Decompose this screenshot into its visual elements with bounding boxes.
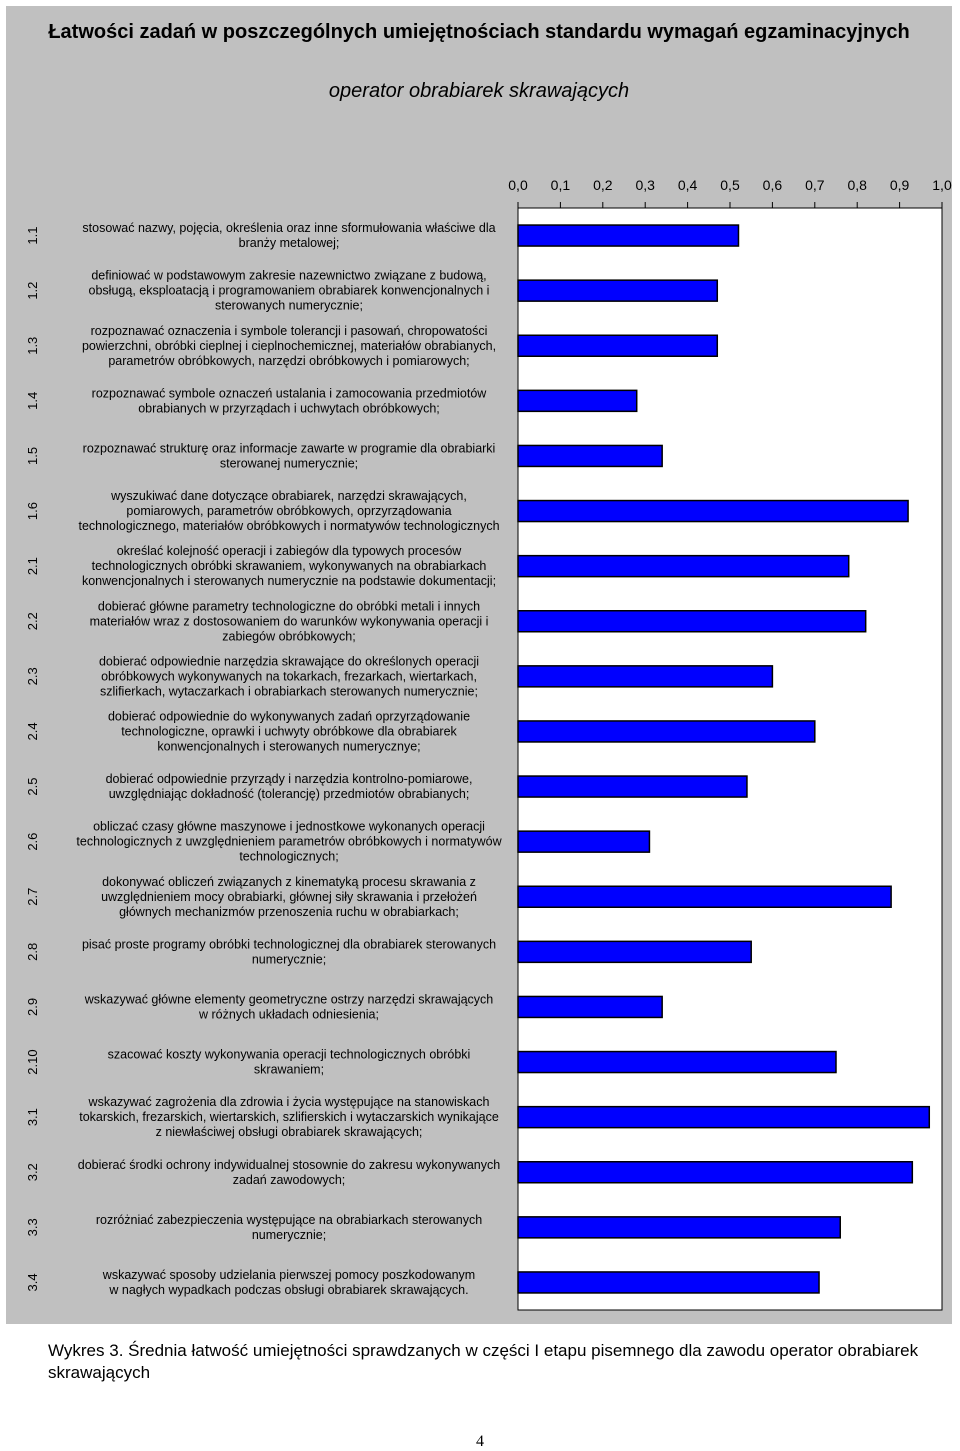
bar bbox=[518, 1162, 912, 1183]
x-tick-label: 0,2 bbox=[593, 177, 613, 193]
bar bbox=[518, 996, 662, 1017]
category-description-line: wskazywać główne elementy geometryczne ostrzy narzędzi skrawających bbox=[84, 992, 494, 1007]
bar bbox=[518, 280, 717, 301]
bar bbox=[518, 721, 815, 742]
category-code-label: 2.8 bbox=[25, 942, 40, 961]
x-tick-label: 0,5 bbox=[720, 177, 740, 193]
category-description-line: technologicznego, materiałów obróbkowych i normatywów technologicznych bbox=[78, 519, 500, 534]
category-description-line: rozpoznawać symbole oznaczeń ustalania i zamocowania przedmiotów bbox=[91, 386, 487, 401]
bar bbox=[518, 1217, 840, 1238]
bar bbox=[518, 556, 849, 577]
category-description-line: szacować koszty wykonywania operacji technologicznych obróbki bbox=[107, 1047, 471, 1062]
category-description-line: rozpoznawać oznaczenia i symbole tolerancji i pasowań, chropowatości bbox=[90, 323, 488, 338]
category-description-line: sterowanej numerycznie; bbox=[219, 456, 359, 471]
category-description-line: parametrów obróbkowych, narzędzi obróbkowych i pomiarowych; bbox=[108, 353, 470, 368]
figure-caption: Wykres 3. Średnia łatwość umiejętności sprawdzanych w części I etapu pisemnego dla zawodu operator obrabiarek skrawających bbox=[48, 1341, 919, 1382]
category-description-line: skrawaniem; bbox=[253, 1062, 325, 1077]
x-tick-label: 0,1 bbox=[550, 177, 571, 193]
category-description-line: obsługą, eksploatacją i programowaniem obrabiarek konwencjonalnych i bbox=[88, 283, 490, 298]
category-description-line: wskazywać sposoby udzielania pierwszej pomocy poszkodowanym bbox=[102, 1267, 476, 1282]
chart-title: Łatwości zadań w poszczególnych umiejętnościach standardu wymagań egzaminacyjnych bbox=[48, 21, 910, 43]
category-code-label: 2.7 bbox=[25, 887, 40, 906]
bar bbox=[518, 445, 662, 466]
category-description-line: technologiczne, oprawki i uchwyty obróbkowe dla obrabiarek bbox=[121, 724, 457, 739]
bar bbox=[518, 611, 866, 632]
category-description-line: z niewłaściwej obsługi obrabiarek skrawających; bbox=[155, 1125, 423, 1140]
category-code-label: 1.6 bbox=[25, 502, 40, 521]
category-description-line: konwencjonalnych i sterowanych numerycznie na podstawie dokumentacji; bbox=[81, 574, 497, 589]
category-code-label: 2.6 bbox=[25, 832, 40, 851]
category-description-line: określać kolejność operacji i zabiegów dla typowych procesów bbox=[116, 544, 462, 559]
bar bbox=[518, 886, 891, 907]
bar bbox=[518, 390, 637, 411]
bar bbox=[518, 1272, 819, 1293]
x-tick-label: 0,7 bbox=[805, 177, 825, 193]
category-description-line: głównych mechanizmów przenoszenia ruchu w obrabiarkach; bbox=[119, 904, 459, 919]
category-description-line: w różnych układach odniesienia; bbox=[199, 1007, 379, 1022]
category-code-label: 2.4 bbox=[25, 722, 40, 741]
category-description-line: dobierać odpowiednie narzędzia skrawające do określonych operacji bbox=[98, 654, 480, 669]
category-description-line: rozróżniać zabezpieczenia występujące na obrabiarkach sterowanych bbox=[95, 1212, 483, 1227]
category-description-line: obróbkowych wykonywanych na tokarkach, frezarkach, wiertarkach, bbox=[101, 669, 477, 684]
category-code-label: 1.1 bbox=[25, 226, 40, 245]
category-labels bbox=[25, 221, 503, 1297]
chart-frame bbox=[6, 6, 952, 1324]
category-description-line: uwzględniając dokładność (tolerancję) przedmiotów obrabianych; bbox=[108, 787, 470, 802]
category-description-line: obliczać czasy główne maszynowe i jednostkowe wykonanych operacji bbox=[93, 819, 485, 834]
category-code-label: 3.1 bbox=[25, 1108, 40, 1127]
category-code-label: 3.3 bbox=[25, 1218, 40, 1237]
category-code-label: 1.4 bbox=[25, 391, 40, 410]
category-description-line: dobierać odpowiednie przyrządy i narzędzia kontrolno-pomiarowe, bbox=[105, 772, 473, 787]
category-description-line: dobierać odpowiednie do wykonywanych zadań oprzyrządowanie bbox=[107, 709, 471, 724]
category-description-line: obrabianych w przyrządach i uchwytach obróbkowych; bbox=[138, 401, 440, 416]
bar bbox=[518, 831, 649, 852]
bar bbox=[518, 941, 751, 962]
x-tick-label: 0,8 bbox=[847, 177, 867, 193]
chart-subtitle: operator obrabiarek skrawających bbox=[328, 80, 630, 102]
bar-chart bbox=[6, 6, 952, 1324]
bar bbox=[518, 1052, 836, 1073]
category-code-label: 2.5 bbox=[25, 777, 40, 796]
category-code-label: 2.2 bbox=[25, 612, 40, 631]
category-description-line: technologicznych obróbki skrawaniem, wykonywanych na obrabiarkach bbox=[91, 559, 487, 574]
category-description-line: definiować w podstawowym zakresie nazewnictwo związane z budową, bbox=[91, 268, 487, 283]
category-description-line: powierzchni, obróbki cieplnej i cieplnochemicznej, materiałów obrabianych, bbox=[81, 338, 497, 353]
category-code-label: 2.10 bbox=[25, 1049, 40, 1075]
category-description-line: konwencjonalnych i sterowanych numerycznye; bbox=[157, 739, 421, 754]
category-description-line: branży metalowej; bbox=[238, 236, 340, 251]
bar bbox=[518, 335, 717, 356]
category-code-label: 3.4 bbox=[25, 1273, 40, 1292]
x-tick-label: 0,6 bbox=[762, 177, 783, 193]
category-description-line: wyszukiwać dane dotyczące obrabiarek, narzędzi skrawających, bbox=[111, 489, 467, 504]
category-description-line: technologicznych z uwzględnieniem parametrów obróbkowych i normatywów bbox=[76, 834, 502, 849]
category-description-line: materiałów wraz z dostosowaniem do warunków wykonywania operacji i bbox=[89, 614, 489, 629]
bar bbox=[518, 225, 738, 246]
category-description-line: w nagłych wypadkach podczas obsługi obrabiarek skrawających. bbox=[109, 1282, 469, 1297]
category-description-line: szlifierkach, wytaczarkach i obrabiarkach sterowanych numerycznie; bbox=[100, 684, 478, 699]
category-description-line: tokarskich, frezarskich, wiertarskich, szlifierskich i wytaczarskich wynikające bbox=[79, 1110, 499, 1125]
category-description-line: zadań zawodowych; bbox=[232, 1172, 346, 1187]
category-description-line: uwzględnieniem mocy obrabiarki, głównej siły skrawania i przełożeń bbox=[101, 889, 477, 904]
category-description-line: stosować nazwy, pojęcia, określenia oraz inne sformułowania właściwe dla bbox=[82, 221, 496, 236]
category-description-line: sterowanych numerycznie; bbox=[215, 298, 363, 313]
x-tick-label: 0,4 bbox=[677, 177, 698, 193]
category-code-label: 2.1 bbox=[25, 557, 40, 576]
bar bbox=[518, 666, 772, 687]
bar bbox=[518, 1107, 929, 1128]
x-tick-label: 1,0 bbox=[932, 177, 952, 193]
category-description-line: numerycznie; bbox=[251, 1227, 327, 1242]
bar bbox=[518, 501, 908, 522]
category-code-label: 2.3 bbox=[25, 667, 40, 686]
x-tick-label: 0,9 bbox=[889, 177, 910, 193]
category-code-label: 2.9 bbox=[25, 997, 40, 1016]
x-tick-label: 0,0 bbox=[508, 177, 528, 193]
x-tick-label: 0,3 bbox=[635, 177, 655, 193]
plot-area bbox=[518, 208, 942, 1310]
category-description-line: numerycznie; bbox=[251, 952, 327, 967]
category-code-label: 3.2 bbox=[25, 1163, 40, 1182]
category-description-line: dobierać główne parametry technologiczne do obróbki metali i innych bbox=[97, 599, 481, 614]
category-description-line: wskazywać zagrożenia dla zdrowia i życia występujące na stanowiskach bbox=[88, 1095, 490, 1110]
x-axis-ticks bbox=[508, 177, 952, 208]
category-description-line: pisać proste programy obróbki technologicznej dla obrabiarek sterowanych bbox=[81, 937, 497, 952]
category-description-line: rozpoznawać strukturę oraz informacje zawarte w programie dla obrabiarki bbox=[82, 441, 496, 456]
category-description-line: zabiegów obróbkowych; bbox=[222, 629, 356, 644]
bar bbox=[518, 776, 747, 797]
category-code-label: 1.3 bbox=[25, 336, 40, 355]
category-description-line: dokonywać obliczeń związanych z kinematyką procesu skrawania z bbox=[102, 874, 476, 889]
category-description-line: technologicznych; bbox=[239, 849, 339, 864]
category-description-line: pomiarowych, parametrów obróbkowych, oprzyrządowania bbox=[126, 504, 452, 519]
category-code-label: 1.5 bbox=[25, 446, 40, 465]
category-code-label: 1.2 bbox=[25, 281, 40, 300]
category-description-line: dobierać środki ochrony indywidualnej stosownie do zakresu wykonywanych bbox=[77, 1157, 501, 1172]
page-number: 4 bbox=[476, 1433, 484, 1450]
